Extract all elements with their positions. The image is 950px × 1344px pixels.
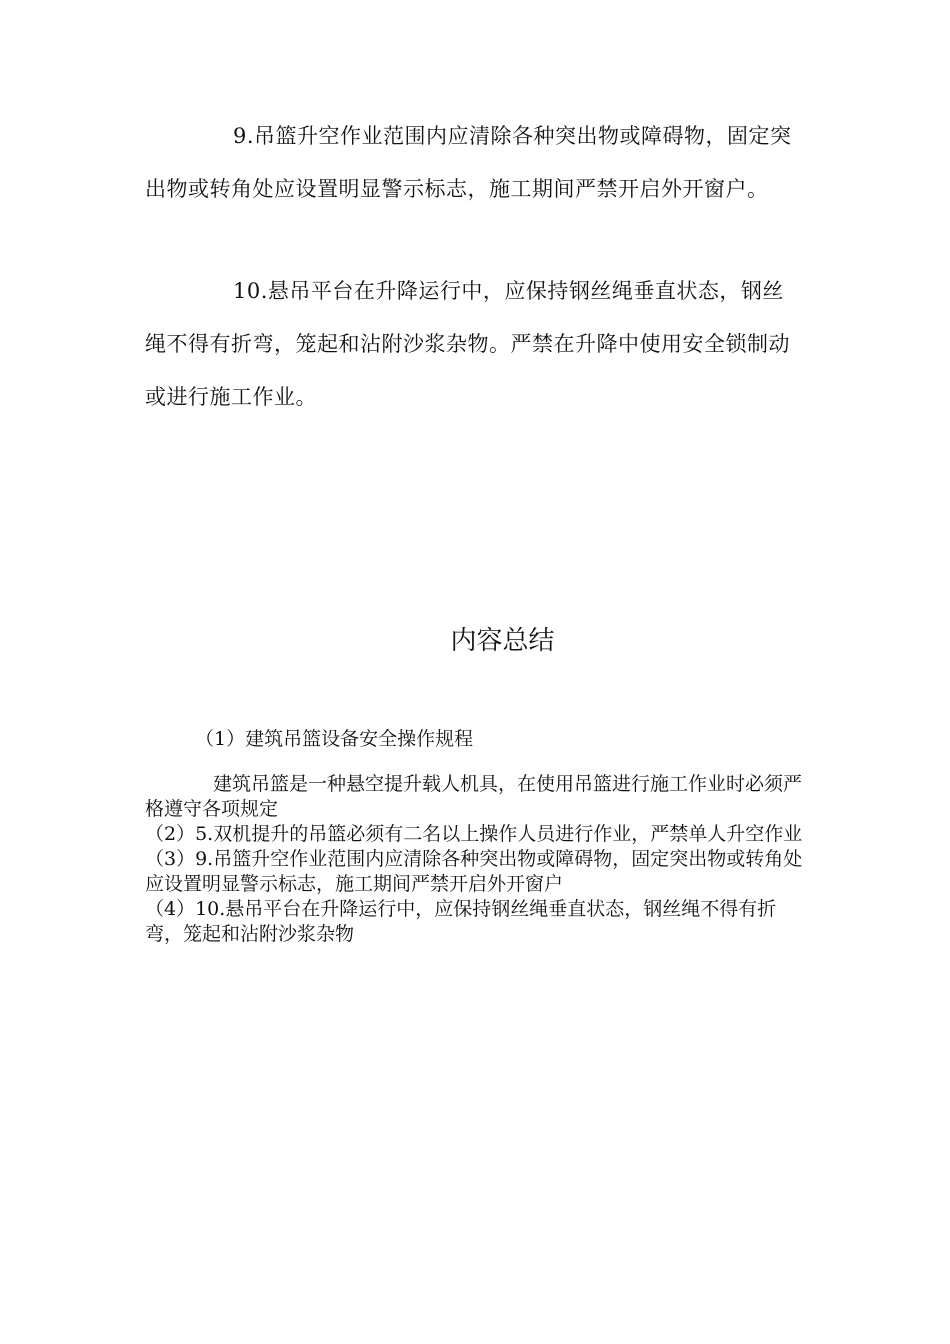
- summary-heading: （1）建筑吊篮设备安全操作规程: [195, 728, 474, 750]
- summary-title: 内容总结: [450, 626, 555, 656]
- paragraph-item-10: 10.悬吊平台在升降运行中，应保持钢丝绳垂直状态，钢丝绳不得有折弯，笼起和沾附沙浆杂物。严禁在升降中使用安全锁制动或进行施工作业。: [145, 279, 790, 409]
- paragraph-item-9: 9.吊篮升空作业范围内应清除各种突出物或障碍物，固定突出物或转角处应设置明显警示标志，施工期间严禁开启外开窗户。: [145, 124, 792, 201]
- summary-body: [145, 772, 810, 947]
- summary-item-3: （3）9.吊篮升空作业范围内应清除各种突出物或障碍物，固定突出物或转角处应设置明显警示标志，施工期间严禁开启外开窗户: [145, 848, 803, 895]
- summary-item-4: （4）10.悬吊平台在升降运行中，应保持钢丝绳垂直状态，钢丝绳不得有折弯，笼起和沾附沙浆杂物: [145, 898, 777, 945]
- summary-item-2: （2）5.双机提升的吊篮必须有二名以上操作人员进行作业，严禁单人升空作业: [145, 823, 803, 845]
- summary-intro: 建筑吊篮是一种悬空提升载人机具，在使用吊篮进行施工作业时必须严格遵守各项规定: [145, 773, 803, 820]
